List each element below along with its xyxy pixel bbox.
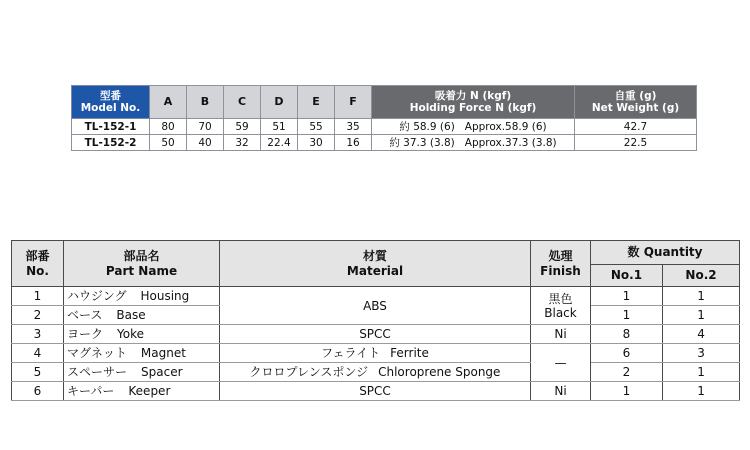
- table-row: [12, 287, 740, 306]
- part-no-cell: 3: [12, 325, 64, 344]
- spec-row: [72, 135, 697, 151]
- part-no-cell: 4: [12, 344, 64, 363]
- part-name-jp: キーパー: [67, 384, 115, 398]
- spec-table: [71, 85, 697, 151]
- part-name-jp: ベース: [67, 308, 103, 322]
- finish-cell: —: [531, 344, 591, 382]
- dim-c-header: C: [224, 86, 261, 119]
- part-name-cell: [64, 344, 220, 363]
- qty-no1-cell: 1: [591, 306, 663, 325]
- part-name-en: Housing: [140, 289, 190, 303]
- finish-header-jp: 処理: [548, 248, 573, 263]
- part-no-header: [12, 241, 64, 287]
- material-header-en: Material: [346, 263, 404, 278]
- part-name-jp: ハウジング: [67, 289, 127, 303]
- material-header: [220, 241, 531, 287]
- material-jp: フェライト: [321, 346, 381, 360]
- finish-cell: Ni: [531, 382, 591, 401]
- qty-no2-cell: 4: [663, 325, 740, 344]
- material-jp: クロロプレンスポンジ: [249, 365, 369, 379]
- parts-header-row: [12, 241, 740, 265]
- model-no-header-en: Model No.: [80, 102, 141, 114]
- model-no-header: [72, 86, 150, 119]
- qty-no2-header: No.2: [663, 265, 740, 287]
- qty-no2-cell: 1: [663, 382, 740, 401]
- dim-e-cell: 30: [298, 135, 335, 151]
- qty-no1-cell: 6: [591, 344, 663, 363]
- material-en: Chloroprene Sponge: [378, 365, 501, 379]
- model-no-header-jp: 型番: [100, 90, 121, 102]
- part-name-en: Magnet: [140, 346, 186, 360]
- finish-cell: Ni: [531, 325, 591, 344]
- dim-c-cell: 32: [224, 135, 261, 151]
- qty-no2-cell: 1: [663, 306, 740, 325]
- finish-en: Black: [544, 305, 577, 320]
- holding-force-cell: [372, 119, 575, 135]
- material-header-jp: 材質: [362, 248, 387, 263]
- part-name-cell: [64, 325, 220, 344]
- qty-no1-header: No.1: [591, 265, 663, 287]
- holding-force-header: [372, 86, 575, 119]
- part-no-cell: 2: [12, 306, 64, 325]
- part-name-jp: スペーサー: [67, 365, 128, 379]
- part-name-cell: [64, 287, 220, 306]
- part-no-header-en: No.: [26, 263, 49, 278]
- material-cell: [220, 344, 531, 363]
- dim-b-header: B: [187, 86, 224, 119]
- net-weight-cell: 42.7: [575, 119, 697, 135]
- part-name-header-en: Part Name: [105, 263, 178, 278]
- dim-e-header: E: [298, 86, 335, 119]
- dim-a-header: A: [150, 86, 187, 119]
- quantity-header: 数 Quantity: [591, 241, 740, 265]
- dim-f-cell: 16: [335, 135, 372, 151]
- holding-force-jp: 約 58.9 (6): [399, 121, 455, 133]
- holding-force-en: Approx.58.9 (6): [464, 121, 547, 133]
- qty-no1-cell: 8: [591, 325, 663, 344]
- finish-header-en: Finish: [540, 263, 581, 278]
- material-cell: ABS: [220, 287, 531, 325]
- part-name-en: Yoke: [117, 327, 144, 341]
- spec-row: [72, 119, 697, 135]
- part-name-header-jp: 部品名: [123, 248, 160, 263]
- dim-b-cell: 70: [187, 119, 224, 135]
- qty-no1-cell: 1: [591, 382, 663, 401]
- part-name-en: Base: [116, 308, 146, 322]
- parts-table: [11, 240, 740, 401]
- net-weight-header: [575, 86, 697, 119]
- material-en: Ferrite: [390, 346, 429, 360]
- dim-a-cell: 50: [150, 135, 187, 151]
- holding-force-header-jp: 吸着力 N (kgf): [434, 90, 512, 102]
- net-weight-header-jp: 自重 (g): [614, 90, 657, 102]
- qty-no2-cell: 1: [663, 287, 740, 306]
- qty-no1-cell: 2: [591, 363, 663, 382]
- dim-e-cell: 55: [298, 119, 335, 135]
- material-cell: SPCC: [220, 382, 531, 401]
- holding-force-jp: 約 37.3 (3.8): [389, 137, 455, 149]
- part-no-cell: 6: [12, 382, 64, 401]
- holding-force-header-en: Holding Force N (kgf): [409, 102, 537, 114]
- finish-cell: [531, 287, 591, 325]
- net-weight-header-en: Net Weight (g): [591, 102, 680, 114]
- table-row: [12, 325, 740, 344]
- dim-d-header: D: [261, 86, 298, 119]
- qty-no2-cell: 3: [663, 344, 740, 363]
- dim-f-header: F: [335, 86, 372, 119]
- material-cell: SPCC: [220, 325, 531, 344]
- table-row: [12, 382, 740, 401]
- part-name-jp: マグネット: [67, 346, 127, 360]
- material-cell: [220, 363, 531, 382]
- dim-a-cell: 80: [150, 119, 187, 135]
- part-name-cell: [64, 382, 220, 401]
- part-name-jp: ヨーク: [67, 327, 104, 341]
- model-no-cell: TL-152-2: [72, 135, 150, 151]
- part-name-en: Keeper: [128, 384, 171, 398]
- finish-header: [531, 241, 591, 287]
- table-row: [12, 363, 740, 382]
- part-no-cell: 5: [12, 363, 64, 382]
- holding-force-cell: [372, 135, 575, 151]
- table-row: [12, 344, 740, 363]
- spec-header-row: [72, 86, 697, 119]
- model-no-cell: TL-152-1: [72, 119, 150, 135]
- holding-force-en: Approx.37.3 (3.8): [464, 137, 557, 149]
- dim-d-cell: 22.4: [261, 135, 298, 151]
- finish-jp: 黒色: [548, 291, 573, 306]
- qty-no2-cell: 1: [663, 363, 740, 382]
- dim-f-cell: 35: [335, 119, 372, 135]
- dim-c-cell: 59: [224, 119, 261, 135]
- qty-no1-cell: 1: [591, 287, 663, 306]
- net-weight-cell: 22.5: [575, 135, 697, 151]
- part-name-cell: [64, 363, 220, 382]
- dim-b-cell: 40: [187, 135, 224, 151]
- part-name-en: Spacer: [141, 365, 183, 379]
- part-name-header: [64, 241, 220, 287]
- part-name-cell: [64, 306, 220, 325]
- dim-d-cell: 51: [261, 119, 298, 135]
- part-no-header-jp: 部番: [25, 248, 50, 263]
- part-no-cell: 1: [12, 287, 64, 306]
